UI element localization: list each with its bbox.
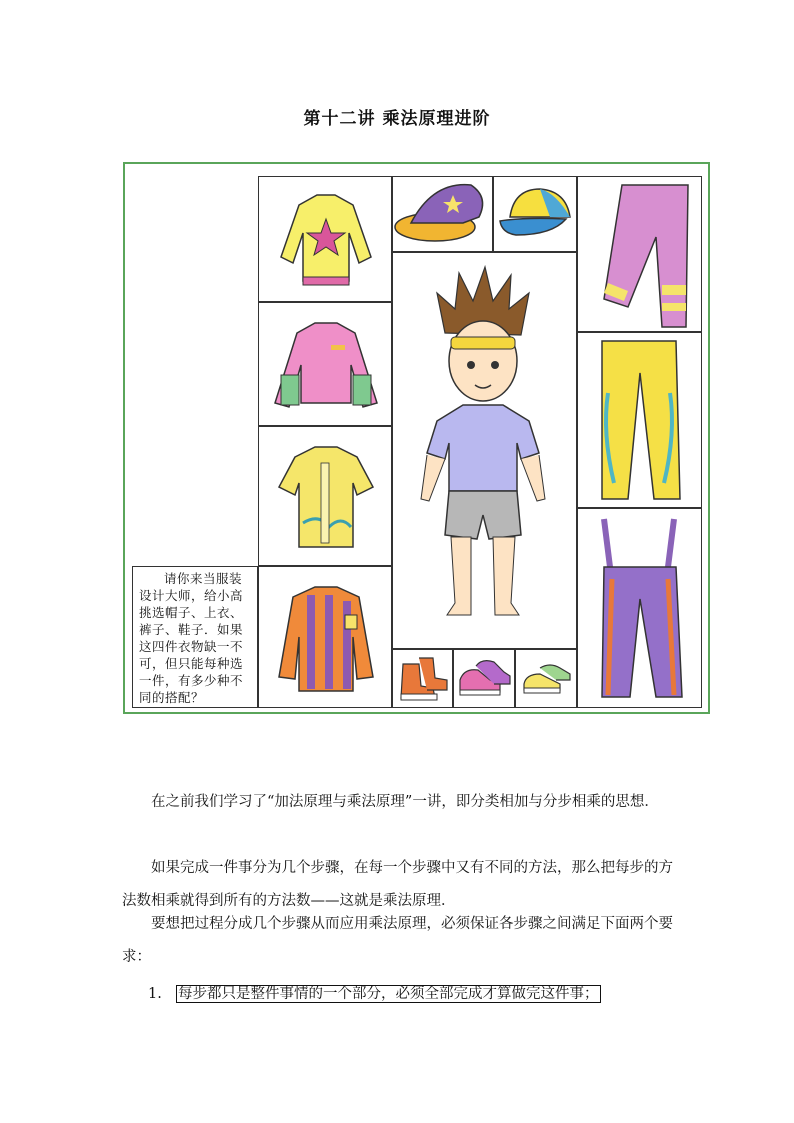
requirement-number: 1. <box>148 986 162 1002</box>
requirement-item <box>148 982 601 1006</box>
yellow-pants-cell <box>577 332 702 508</box>
wizard-hat-cell <box>392 176 493 252</box>
wizard-hat-image <box>393 177 492 251</box>
pink-sneakers-image <box>454 650 514 707</box>
question-text: 请你来当服装设计大师，给小高挑选帽子、上衣、裤子、鞋子．如果这四件衣物缺一不可，但只能每种选一件，有多少种不同的搭配？ <box>132 566 258 708</box>
pink-shirt-image <box>259 303 391 425</box>
orange-boots-cell <box>392 649 453 708</box>
requirement-text: 每步都只是整件事情的一个部分，必须全部完成才算做完这件事； <box>178 986 599 1002</box>
baseball-cap-image <box>494 177 576 251</box>
striped-jacket-cell <box>258 566 392 708</box>
yellow-shirt-image <box>259 427 391 565</box>
yellow-slippers-image <box>516 650 576 707</box>
yellow-pants-image <box>578 333 701 507</box>
baseball-cap-cell <box>493 176 577 252</box>
page-title: 第十二讲 乘法原理进阶 <box>303 109 491 129</box>
striped-jacket-image <box>259 567 391 707</box>
pink-pants-image <box>578 177 701 331</box>
requirements-intro-paragraph: 要想把过程分成几个步骤从而应用乘法原理，必须保证各步骤之间满足下面两个要求： <box>122 916 673 965</box>
orange-boots-image <box>393 650 452 707</box>
yellow-slippers-cell <box>515 649 577 708</box>
yellow-shirt-cell <box>258 426 392 566</box>
boy-figure-cell <box>392 252 577 649</box>
star-sweater-cell <box>258 176 392 302</box>
intro-paragraph: 在之前我们学习了“加法原理与乘法原理”一讲，即分类相加与分步相乘的思想． <box>151 794 659 810</box>
pink-shirt-cell <box>258 302 392 426</box>
multiplication-principle-paragraph: 如果完成一件事分为几个步骤，在每一个步骤中又有不同的方法，那么把每步的方法数相乘就得到所有的方法数——这就是乘法原理． <box>122 860 673 909</box>
pink-pants-cell <box>577 176 702 332</box>
purple-overalls-image <box>578 509 701 707</box>
boy-figure-image <box>393 253 576 648</box>
pink-sneakers-cell <box>453 649 515 708</box>
star-sweater-image <box>259 177 391 301</box>
purple-overalls-cell <box>577 508 702 708</box>
